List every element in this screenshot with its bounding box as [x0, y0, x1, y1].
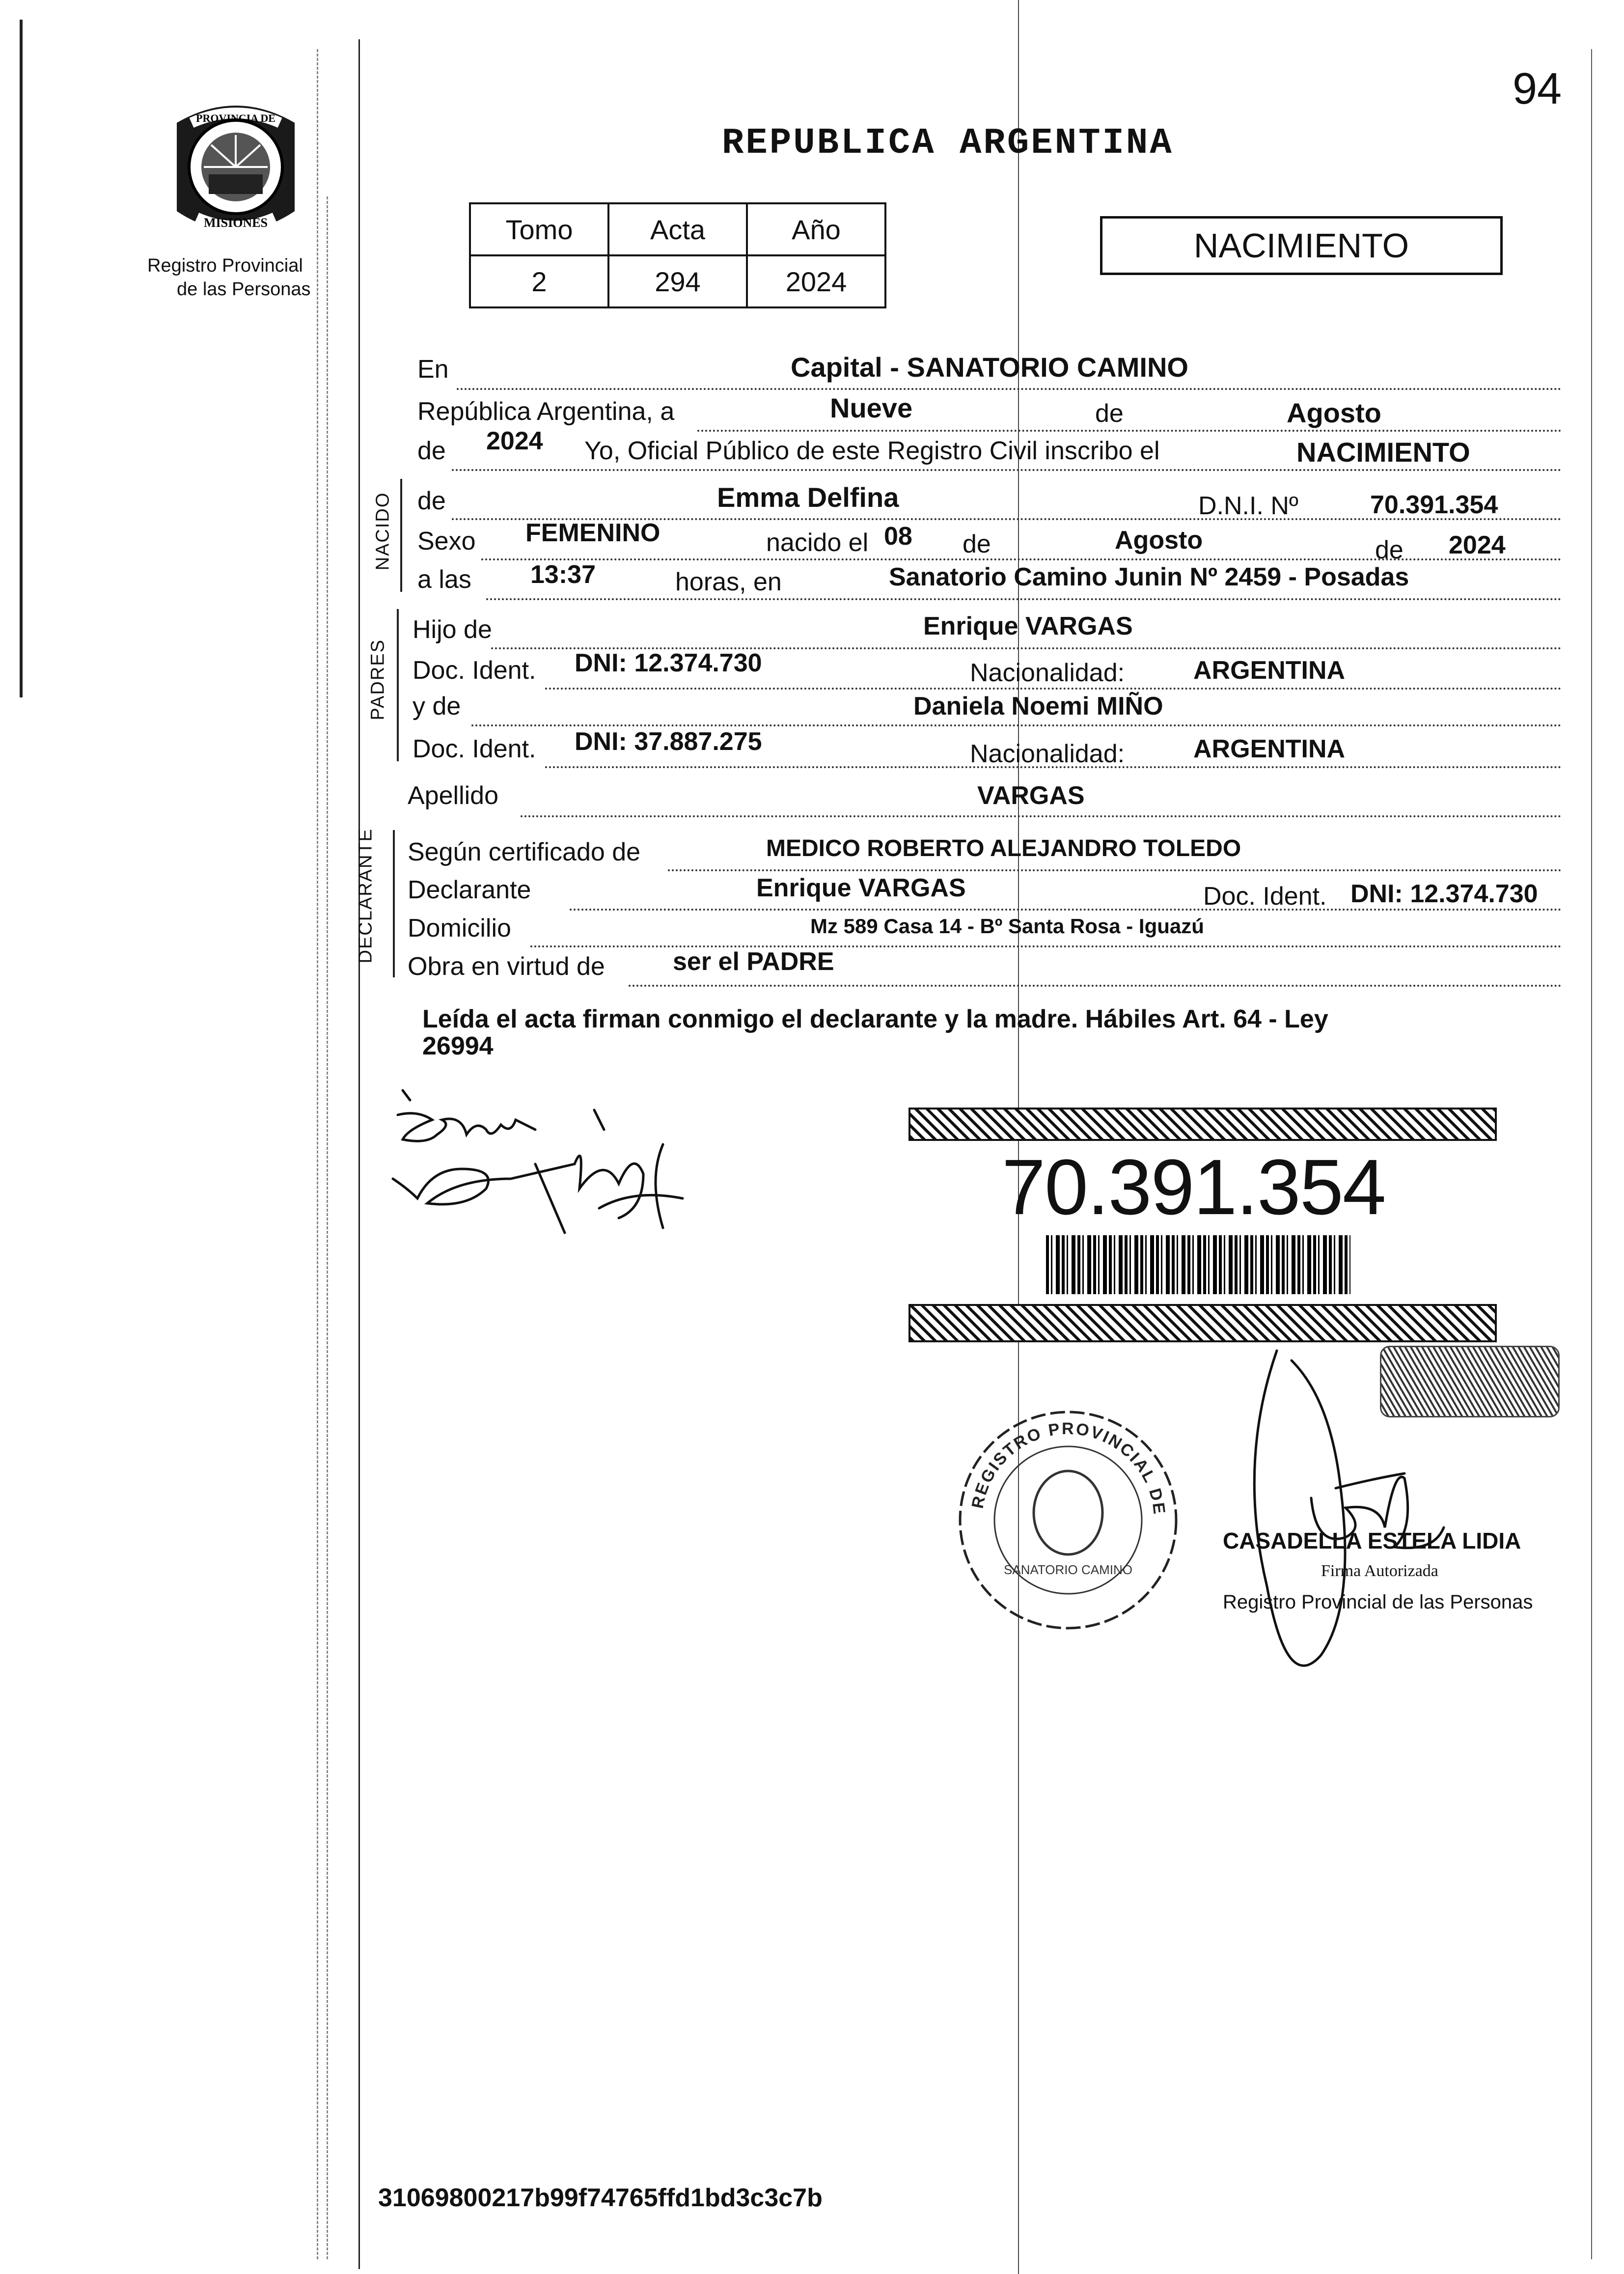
dotline — [668, 869, 1562, 871]
father-dni: DNI: 12.374.730 — [575, 649, 762, 677]
declarant-capacity: ser el PADRE — [673, 947, 834, 976]
dotline — [629, 985, 1562, 987]
registry-seal — [953, 1405, 1184, 1636]
nacido-section-label: NACIDO — [372, 492, 393, 571]
padres-bracket — [397, 609, 399, 761]
birth-time: 13:37 — [530, 560, 596, 589]
svg-text:SANATORIO CAMINO: SANATORIO CAMINO — [1004, 1562, 1132, 1577]
dotline — [452, 469, 1562, 471]
left-margin-line — [358, 39, 360, 2269]
de-label: de — [417, 487, 446, 515]
declarant-doc-label: Doc. Ident. — [1203, 882, 1327, 911]
barcode — [1046, 1235, 1350, 1294]
record-header-anio: Año — [747, 203, 885, 255]
en-label: En — [417, 355, 449, 384]
father-nationality-label: Nacionalidad: — [970, 659, 1125, 687]
official-name: CASADELLA ESTELA LIDIA — [1223, 1528, 1521, 1553]
nacido-el-label: nacido el — [766, 528, 869, 557]
horas-label: horas, en — [675, 568, 782, 596]
birth-place: Sanatorio Camino Junin Nº 2459 - Posadas — [889, 563, 1409, 591]
child-dni: 70.391.354 — [1370, 491, 1498, 519]
declarante-section-label: DECLARANTE — [355, 828, 376, 964]
dni-sticker — [908, 1108, 1493, 1343]
svg-text:PROVINCIA DE: PROVINCIA DE — [196, 112, 275, 124]
mother-dni: DNI: 37.887.275 — [575, 727, 762, 756]
padres-section-label: PADRES — [367, 639, 388, 721]
act-word: NACIMIENTO — [1296, 437, 1470, 468]
surname: VARGAS — [977, 781, 1085, 810]
dotline — [457, 388, 1562, 390]
dotline — [471, 724, 1562, 726]
record-header-acta: Acta — [608, 203, 747, 255]
record-header-tomo: Tomo — [470, 203, 608, 255]
document-hash: 31069800217b99f74765ffd1bd3c3c7b — [378, 2184, 823, 2212]
dni-label: D.N.I. Nº — [1198, 492, 1298, 520]
mother-nationality-label: Nacionalidad: — [970, 740, 1125, 768]
de-label: de — [963, 530, 991, 558]
record-value-acta: 294 — [608, 255, 747, 307]
declarante-bracket — [393, 830, 395, 977]
certificado-label: Según certificado de — [408, 838, 641, 866]
right-margin-line — [1591, 49, 1592, 2259]
mother-nationality: ARGENTINA — [1193, 735, 1346, 763]
sticker-dni-number: 70.391.354 — [1002, 1143, 1385, 1231]
birth-day: 08 — [884, 522, 912, 551]
page-number: 94 — [1513, 64, 1562, 113]
registration-year: 2024 — [486, 427, 543, 455]
security-band-bottom — [908, 1304, 1497, 1342]
dotline — [521, 815, 1562, 817]
official-role: Firma Autorizada — [1321, 1562, 1438, 1580]
dotline — [697, 430, 1562, 432]
domicilio-label: Domicilio — [408, 914, 511, 943]
birth-year: 2024 — [1449, 531, 1506, 559]
binding-dash-2 — [327, 196, 328, 2259]
hijo-de-label: Hijo de — [413, 615, 492, 644]
birth-month: Agosto — [1115, 526, 1203, 555]
de-label: de — [417, 437, 446, 465]
declarante-label: Declarante — [408, 876, 531, 904]
father-name: Enrique VARGAS — [923, 612, 1133, 640]
security-band-top — [908, 1108, 1497, 1141]
birth-registration-place: Capital - SANATORIO CAMINO — [791, 352, 1188, 383]
official-office: Registro Provincial de las Personas — [1223, 1591, 1533, 1613]
record-table — [469, 202, 886, 308]
a-las-label: a las — [417, 565, 471, 594]
declarant-signature — [388, 1081, 732, 1267]
registry-logo — [162, 93, 309, 246]
svg-text:REGISTRO PROVINCIAL DE LAS PER: REGISTRO PROVINCIAL DE — [968, 1419, 1169, 1517]
svg-text:MISIONES: MISIONES — [203, 216, 268, 230]
dotline — [545, 688, 1562, 690]
registry-name-line1: Registro Provincial — [147, 255, 303, 276]
closing-law-number: 26994 — [422, 1032, 494, 1060]
declarant-dni: DNI: 12.374.730 — [1350, 880, 1538, 908]
binding-dash-1 — [317, 49, 318, 2259]
y-de-label: y de — [413, 692, 461, 721]
declarant-address: Mz 589 Casa 14 - Bº Santa Rosa - Iguazú — [810, 915, 1204, 938]
republica-label: República Argentina, a — [417, 397, 675, 426]
child-name: Emma Delfina — [717, 482, 899, 513]
act-type: NACIMIENTO — [1193, 226, 1409, 265]
day-in-words: Nueve — [830, 392, 913, 423]
left-edge-mark — [20, 20, 23, 697]
de-label: de — [1095, 399, 1124, 428]
registry-name-line2: de las Personas — [177, 279, 311, 300]
official-signature — [1228, 1341, 1503, 1704]
oficial-statement: Yo, Oficial Público de este Registro Civil inscribo el — [584, 437, 1160, 465]
apellido-label: Apellido — [408, 781, 499, 810]
child-sex: FEMENINO — [525, 519, 661, 547]
record-value-anio: 2024 — [747, 255, 885, 307]
mother-name: Daniela Noemi MIÑO — [913, 692, 1163, 721]
country-title: REPUBLICA ARGENTINA — [722, 123, 1174, 164]
nacido-bracket — [400, 479, 402, 592]
certifying-doctor: MEDICO ROBERTO ALEJANDRO TOLEDO — [766, 835, 1241, 861]
record-value-tomo: 2 — [470, 255, 608, 307]
father-nationality: ARGENTINA — [1193, 656, 1346, 685]
closing-statement: Leída el acta firman conmigo el declarante y la madre. Hábiles Art. 64 - Ley — [422, 1005, 1328, 1033]
father-doc-label: Doc. Ident. — [413, 656, 536, 685]
obra-label: Obra en virtud de — [408, 952, 605, 981]
mother-doc-label: Doc. Ident. — [413, 735, 536, 763]
registration-month: Agosto — [1287, 397, 1381, 428]
act-type-box — [1100, 216, 1503, 275]
declarant-name: Enrique VARGAS — [756, 874, 966, 902]
de-label: de — [1375, 536, 1404, 564]
dotline — [570, 909, 1562, 911]
dotline — [486, 598, 1562, 600]
sexo-label: Sexo — [417, 527, 476, 555]
